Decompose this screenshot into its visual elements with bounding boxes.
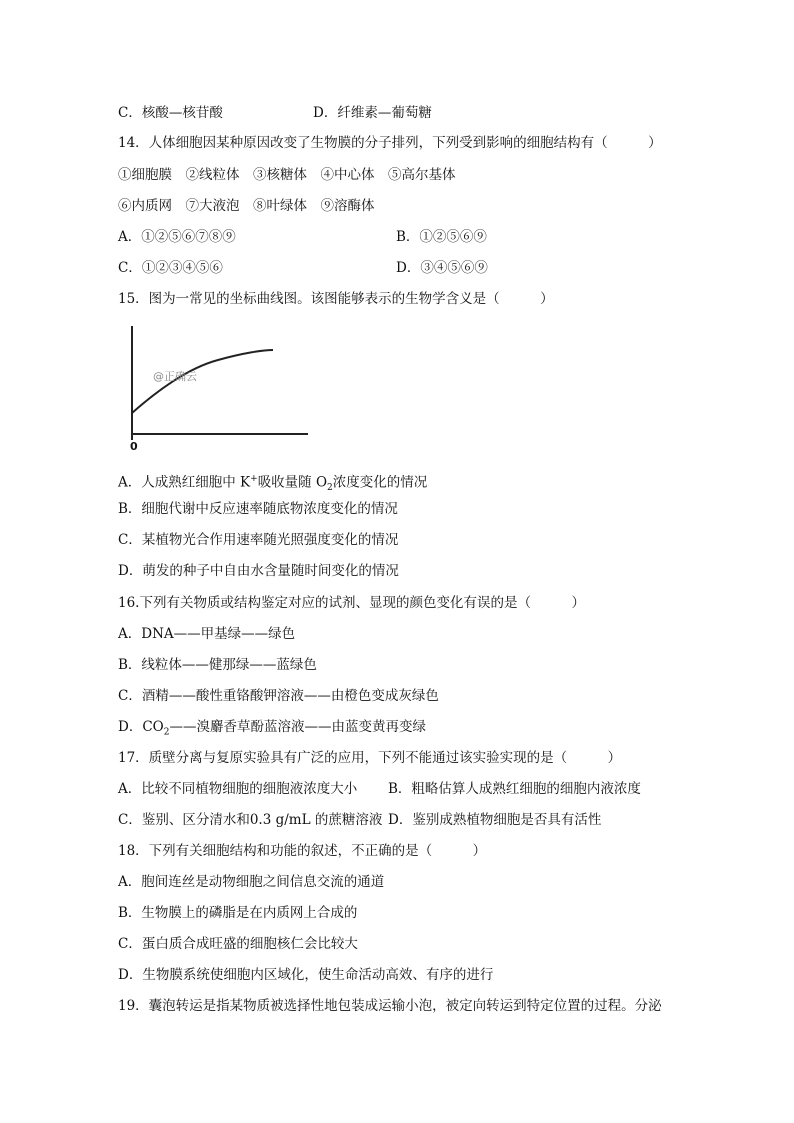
q17-option-c: C．鉴别、区分清水和0.3 g/mL 的蔗糖溶液	[118, 812, 383, 828]
q16-option-d: D．$CO_2——$溴麝香草酚蓝溶液——由蓝变黄再变绿	[118, 719, 426, 738]
q14-stem: 14．人体细胞因某种原因改变了生物膜的分子排列，下列受到影响的细胞结构有（ ）	[118, 135, 662, 151]
q15-option-b: B．细胞代谢中反应速率随底物浓度变化的情况	[118, 501, 398, 517]
q14-items-row2: ⑥内质网 ⑦大液泡 ⑧叶绿体 ⑨溶酶体	[118, 198, 375, 214]
q14-option-c: C．①②③④⑤⑥	[118, 260, 223, 276]
q15-option-d: D．萌发的种子中自由水含量随时间变化的情况	[118, 563, 399, 579]
q17-stem: 17．质壁分离与复原实验具有广泛的应用，下列不能通过该实验实现的是（ ）	[118, 750, 622, 766]
q15-stem: 15．图为一常见的坐标曲线图。该图能够表示的生物学含义是（ ）	[118, 291, 554, 307]
q16-option-a: A．DNA——甲基绿——绿色	[118, 626, 296, 642]
q14-option-a: A．①②⑤⑥⑦⑧⑨	[118, 229, 236, 245]
q15-option-a: A．人成熟红细胞中 K+吸收量随 $O_2$浓度变化的情况	[118, 474, 428, 494]
q15-option-c: C．某植物光合作用速率随光照强度变化的情况	[118, 532, 399, 548]
watermark: @正确云	[153, 370, 197, 383]
q16-stem: 16.下列有关物质或结构鉴定对应的试剂、显现的颜色变化有误的是（ ）	[118, 595, 585, 611]
q18-option-b: B．生物膜上的磷脂是在内质网上合成的	[118, 905, 358, 921]
q17-option-b: B．粗略估算人成熟红细胞的细胞内液浓度	[388, 781, 641, 797]
origin-label: 0	[130, 440, 138, 453]
q19-stem: 19．囊泡转运是指某物质被选择性地包装成运输小泡，被定向转运到特定位置的过程。分泌	[118, 998, 662, 1014]
q14-option-b: B．①②⑤⑥⑨	[396, 229, 487, 245]
q14-option-d: D．③④⑤⑥⑨	[396, 260, 488, 276]
q13-option-c: C．核酸—核苷酸	[118, 105, 223, 121]
q14-items-row1: ①细胞膜 ②线粒体 ③核糖体 ④中心体 ⑤高尔基体	[118, 167, 456, 183]
q16-option-c: C．酒精——酸性重铬酸钾溶液——由橙色变成灰绿色	[118, 688, 439, 704]
q18-option-a: A．胞间连丝是动物细胞之间信息交流的通道	[118, 874, 385, 890]
q17-option-d: D．鉴别成熟植物细胞是否具有活性	[388, 812, 602, 828]
q18-stem: 18．下列有关细胞结构和功能的叙述，不正确的是（ ）	[118, 843, 487, 859]
q18-option-d: D．生物膜系统使细胞内区域化，使生命活动高效、有序的进行	[118, 967, 494, 983]
q13-option-d: D．纤维素—葡萄糖	[313, 105, 432, 121]
q18-option-c: C．蛋白质合成旺盛的细胞核仁会比较大	[118, 936, 358, 952]
q17-option-a: A．比较不同植物细胞的细胞液浓度大小	[118, 781, 358, 797]
q16-option-b: B．线粒体——健那绿——蓝绿色	[118, 657, 317, 673]
q15-curve-graph	[118, 318, 318, 458]
